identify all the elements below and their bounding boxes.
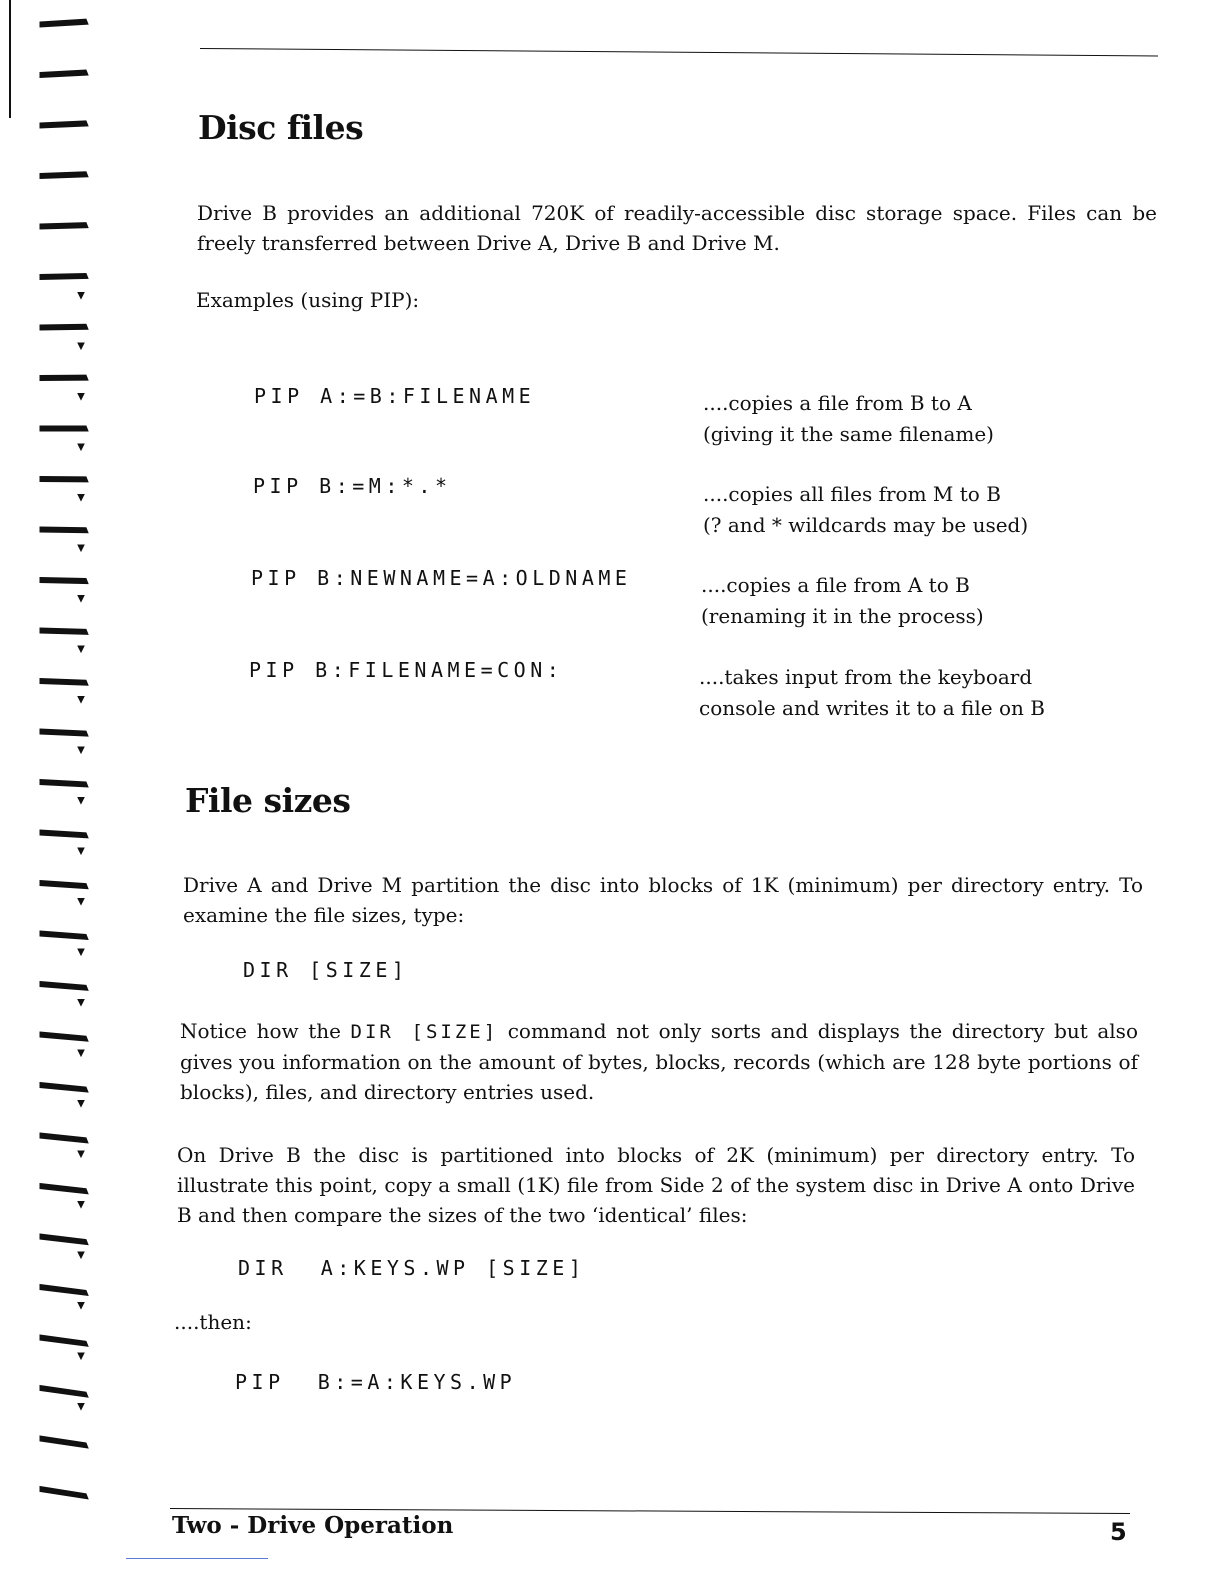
examples-label: Examples (using PIP): <box>196 288 420 312</box>
page-number: 5 <box>1110 1518 1127 1546</box>
binding-hole <box>40 982 88 991</box>
binding-notch <box>78 1050 84 1056</box>
example-description: ....copies a file from B to A (giving it the same filename) <box>703 391 994 446</box>
binding-notch <box>78 1101 84 1107</box>
binding-notch <box>78 343 84 349</box>
example-command: PIP B:NEWNAME=A:OLDNAME <box>251 566 632 590</box>
command-dir-size: DIR [SIZE] <box>243 958 409 982</box>
binding-notch <box>78 646 84 652</box>
intro-paragraph: Drive B provides an additional 720K of readily-accessible disc storage space. Files can be freely transferred between Drive A, Drive B and Drive M. <box>197 201 1157 255</box>
binding-notch <box>78 293 84 299</box>
binding-hole <box>40 324 88 330</box>
example-command: PIP A:=B:FILENAME <box>254 384 536 408</box>
binding-hole <box>40 273 88 279</box>
binding-notch <box>78 848 84 854</box>
binding-hole <box>40 1083 88 1093</box>
binding-hole <box>40 1032 88 1041</box>
binding-hole <box>40 881 88 889</box>
binding-notch <box>78 1000 84 1006</box>
scan-edge-mark <box>126 1558 268 1559</box>
binding-hole <box>40 19 88 27</box>
then-label: ....then: <box>174 1310 252 1334</box>
binding-hole <box>40 223 88 229</box>
heading-file-sizes: File sizes <box>185 781 351 820</box>
example-command: PIP B:FILENAME=CON: <box>249 658 564 682</box>
binding-notch <box>78 545 84 551</box>
binding-notch <box>78 1252 84 1258</box>
binding-hole <box>40 679 88 686</box>
example-description: ....copies a file from A to B (renaming it in the process) <box>701 573 984 628</box>
binding-hole <box>40 729 88 736</box>
binding-hole <box>40 830 88 838</box>
binding-notch <box>78 899 84 905</box>
binding-hole <box>40 1234 88 1245</box>
binding-hole <box>40 1184 88 1194</box>
binding-holes <box>0 0 100 1584</box>
binding-notch <box>78 949 84 955</box>
binding-notch <box>78 1353 84 1359</box>
binding-hole <box>40 70 88 77</box>
binding-hole <box>40 426 88 431</box>
binding-hole <box>40 1285 88 1296</box>
binding-notch <box>78 596 84 602</box>
binding-notch <box>78 1303 84 1309</box>
footer-chapter-title: Two - Drive Operation <box>172 1512 454 1539</box>
file-sizes-paragraph: Drive A and Drive M partition the disc into blocks of 1K (minimum) per directory entry. To examine the file sizes, type: <box>183 873 1143 927</box>
heading-disc-files: Disc files <box>198 108 364 147</box>
binding-hole <box>40 1335 88 1346</box>
binding-notch <box>78 1151 84 1157</box>
command-dir-keys: DIR A:KEYS.WP [SIZE] <box>238 1256 586 1280</box>
example-command: PIP B:=M:*.* <box>253 474 452 498</box>
binding-hole <box>40 121 88 128</box>
binding-notch <box>78 444 84 450</box>
binding-hole <box>40 578 88 584</box>
binding-hole <box>40 527 88 533</box>
binding-hole <box>40 1386 88 1398</box>
binding-notch <box>78 1202 84 1208</box>
binding-notch <box>78 697 84 703</box>
binding-notch <box>78 394 84 400</box>
example-description: ....takes input from the keyboard console and writes it to a file on B <box>699 665 1045 720</box>
binding-hole <box>40 477 88 482</box>
binding-hole <box>40 931 88 940</box>
binding-hole <box>40 172 88 179</box>
notice-paragraph: Notice how the DIR [SIZE] command not only sorts and displays the directory but also gives you information on the amount of bytes, blocks, records (which are 128 byte portions of blocks), files, and directory entries used. <box>180 1019 1138 1104</box>
drive-b-paragraph: On Drive B the disc is partitioned into blocks of 2K (minimum) per directory entry. To illustrate this point, copy a small (1K) file from Side 2 of the system disc in Drive A onto Drive B and then compare the sizes of the two ‘identical’ files: <box>177 1143 1135 1227</box>
binding-hole <box>40 1133 88 1143</box>
inline-command: DIR [SIZE] <box>350 1021 499 1043</box>
top-rule <box>200 48 1158 57</box>
command-pip-keys: PIP B:=A:KEYS.WP <box>235 1370 517 1394</box>
binding-hole <box>40 1436 88 1448</box>
binding-hole <box>40 1487 88 1499</box>
example-description: ....copies all files from M to B (? and * wildcards may be used) <box>703 482 1029 537</box>
binding-notch <box>78 495 84 501</box>
binding-hole <box>40 628 88 634</box>
binding-notch <box>78 747 84 753</box>
binding-notch <box>78 798 84 804</box>
binding-hole <box>40 375 88 380</box>
binding-hole <box>40 780 88 787</box>
binding-notch <box>78 1404 84 1410</box>
